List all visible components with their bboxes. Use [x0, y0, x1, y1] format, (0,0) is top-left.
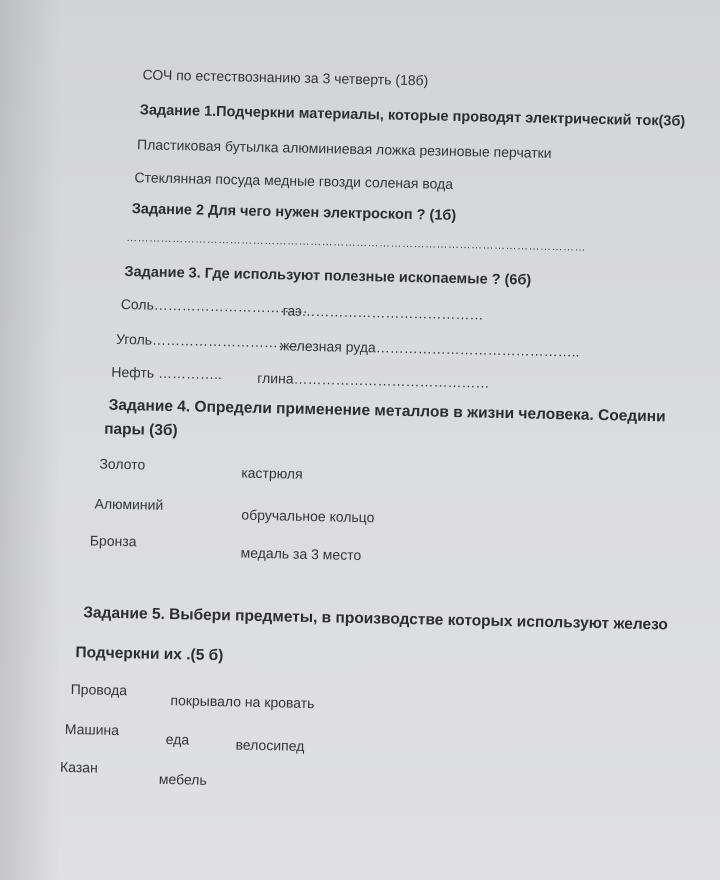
task5-heading-line2: Подчеркни их .(5 б)	[75, 644, 224, 665]
task4-use-pot: кастрюля	[241, 464, 303, 482]
task1-heading: Задание 1.Подчеркни материалы, которые проводят электрический ток(3б)	[139, 102, 686, 130]
task5-item-furniture: мебель	[158, 770, 207, 788]
task3-salt: Соль……………………………	[120, 295, 308, 316]
task5-item-cauldron: Казан	[59, 758, 98, 776]
task5-item-bedspread: покрывало на кровать	[170, 692, 315, 712]
task3-coal: Уголь…………………………….	[115, 330, 311, 351]
task5-heading-line1: Задание 5. Выбери предметы, в производстве которых используют железо	[83, 604, 669, 634]
task4-heading-line2: пары (3б)	[103, 420, 178, 440]
task3-heading: Задание 3. Где используют полезные ископаемые ? (6б)	[124, 264, 532, 289]
task3-iron-ore: железная руда……………………………………..	[279, 337, 580, 360]
task5-item-bicycle: велосипед	[235, 736, 305, 754]
task2-answer-line: …………………………………………………………………………………………………………	[126, 232, 587, 254]
task1-options-line2: Стеклянная посуда медные гвозди соленая вода	[134, 169, 454, 192]
task5-item-wires: Провода	[70, 680, 128, 699]
task3-gas: газ…………………………………	[282, 302, 484, 323]
task4-metal-bronze: Бронза	[89, 532, 137, 550]
task4-metal-gold: Золото	[99, 455, 146, 473]
task5-item-car: Машина	[64, 720, 120, 739]
task3-clay: глина……………………………………	[257, 369, 490, 391]
task2-heading: Задание 2 Для чего нужен электроскоп ? (1б)	[131, 201, 457, 224]
task4-use-ring: обручальное кольцо	[241, 506, 375, 526]
task4-use-medal: медаль за 3 место	[240, 544, 362, 564]
task1-options-line1: Пластиковая бутылка алюминиевая ложка резиновые перчатки	[136, 136, 552, 161]
task5-item-food: еда	[165, 730, 190, 748]
task4-metal-aluminum: Алюминий	[94, 495, 164, 513]
task3-oil: Нефть …………..	[111, 363, 223, 383]
worksheet-title: СОЧ по естествознанию за 3 четверть (18б)	[142, 66, 429, 89]
task4-heading-line1: Задание 4. Определи применение металлов в жизни человека. Соедини	[108, 396, 666, 426]
